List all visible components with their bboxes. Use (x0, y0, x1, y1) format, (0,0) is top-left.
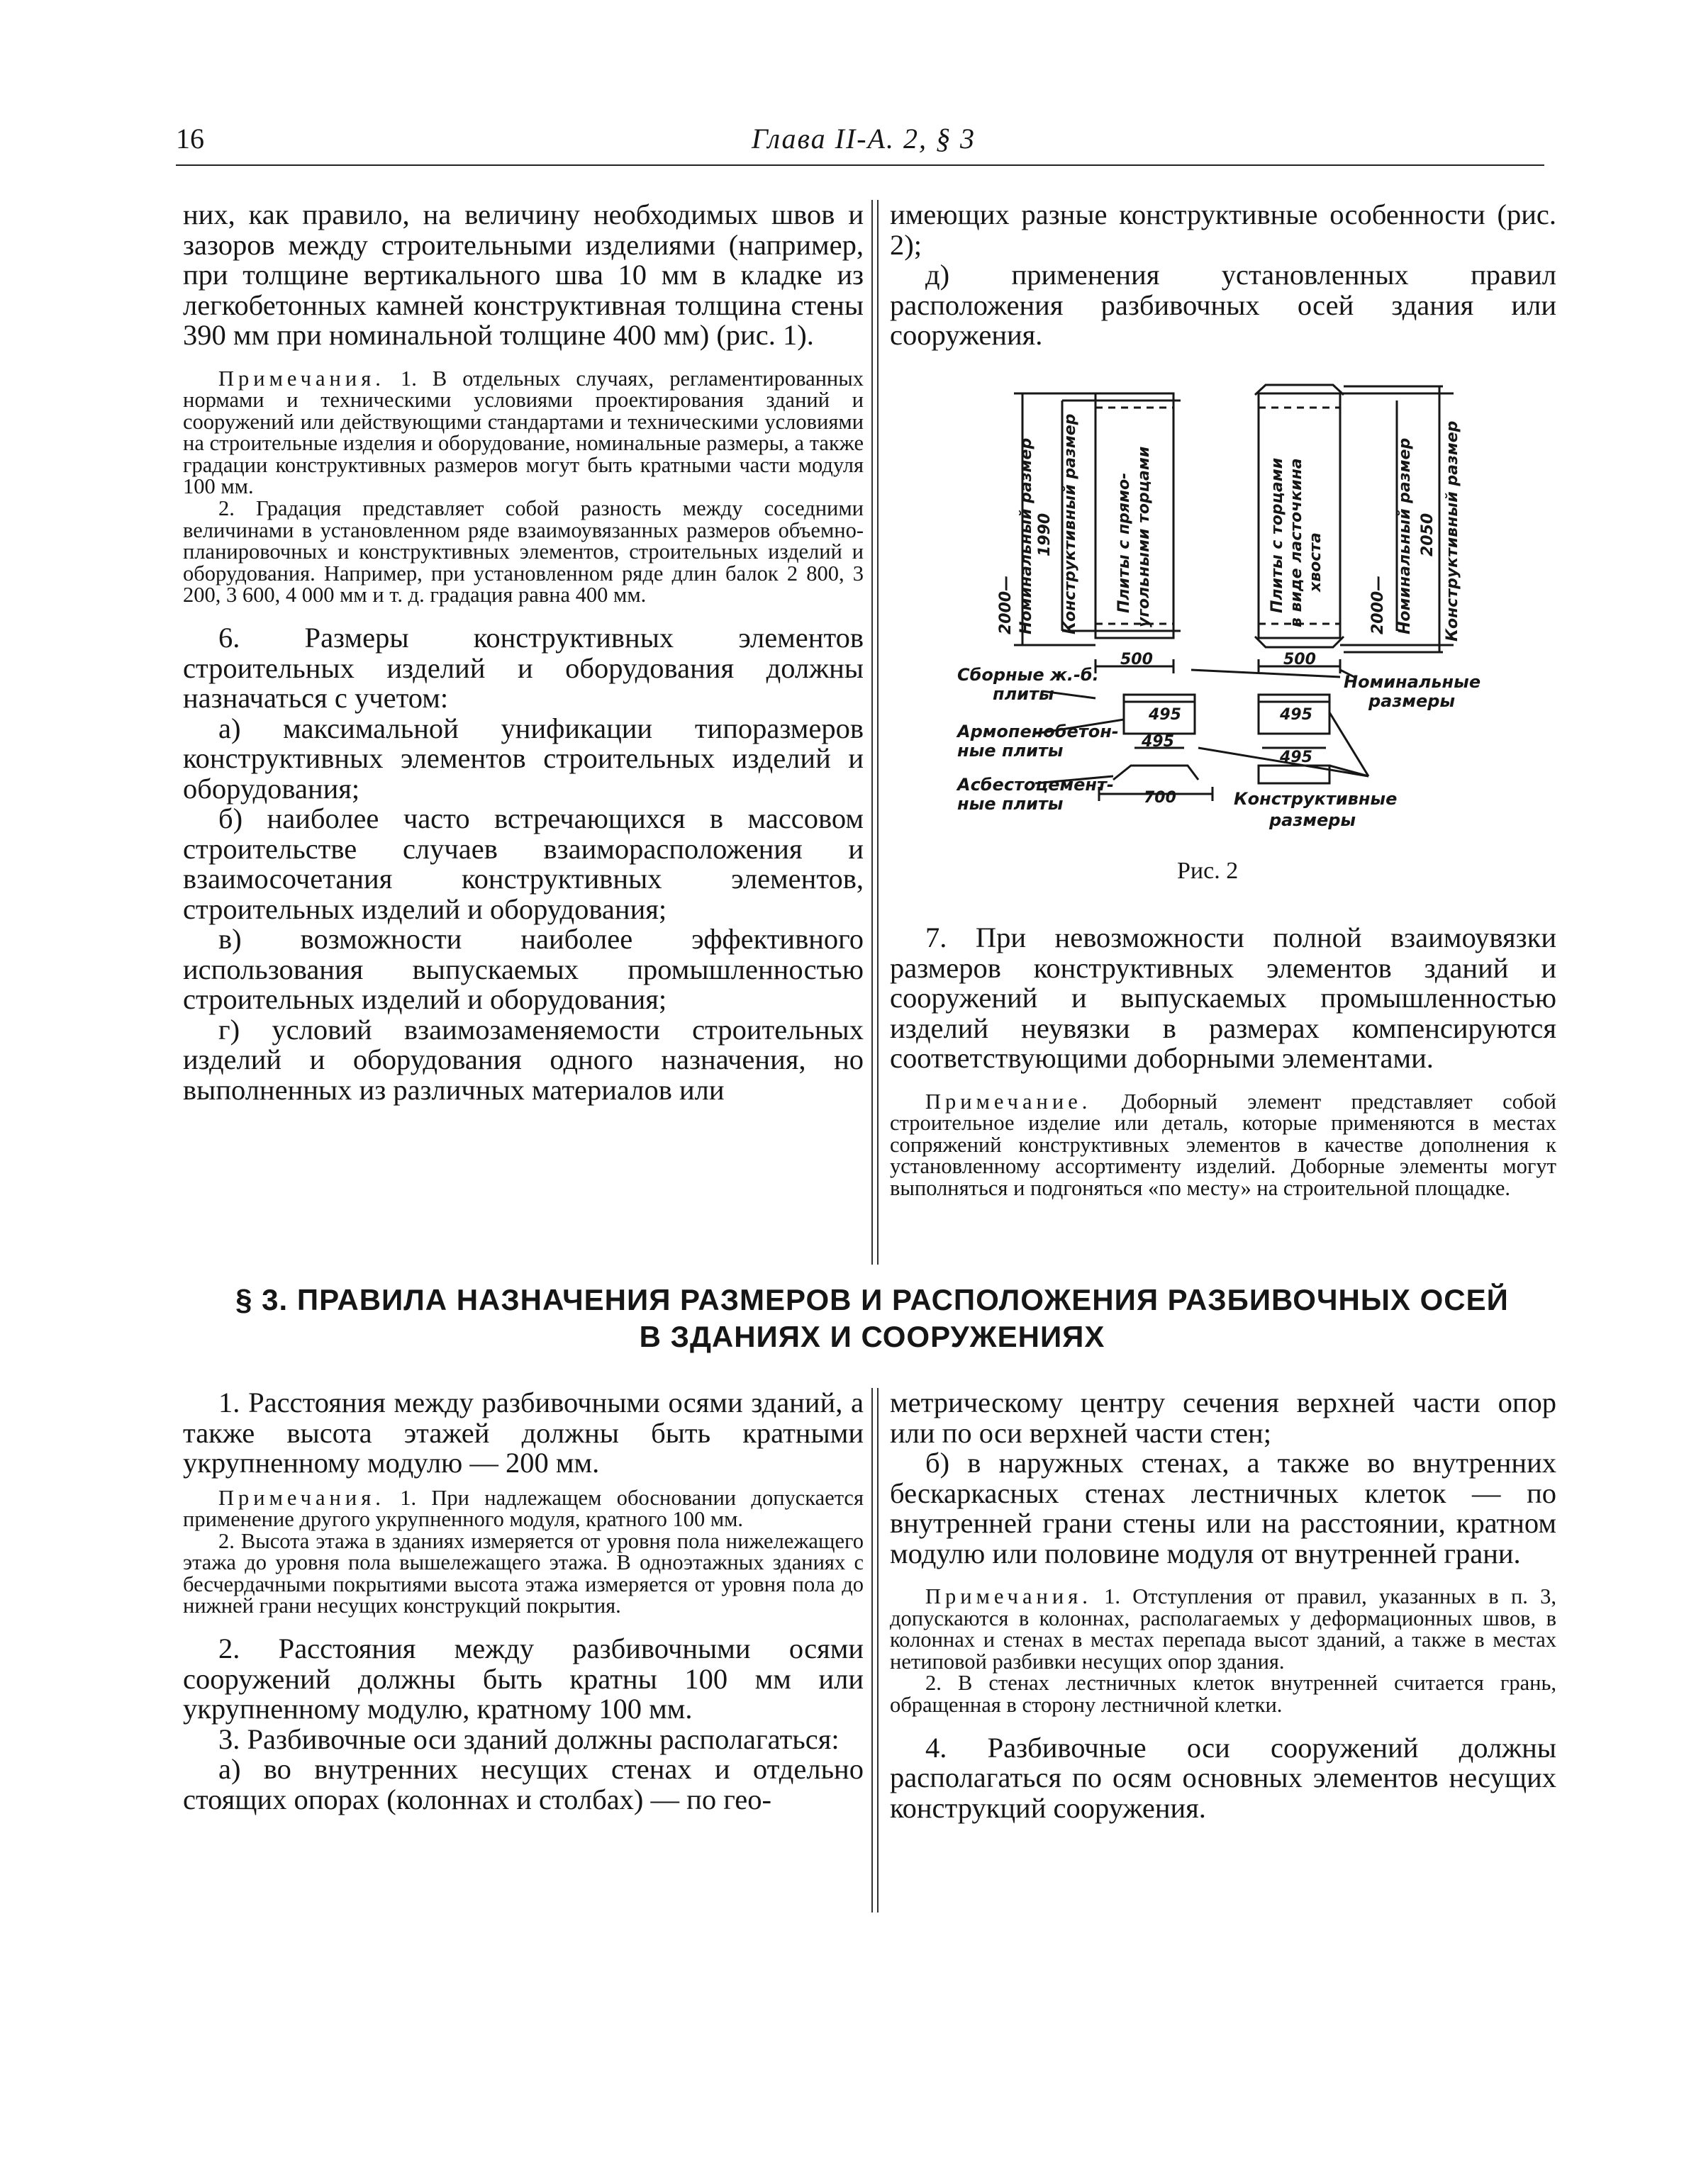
plate-rectangular-outline (1095, 393, 1173, 638)
note (890, 1586, 1556, 1672)
note-text: 1. Отступления от правил, указанных в п. 3, допускаются в колоннах, располагаемых у деформационных швов, в колоннах и стенах в местах перепада высот зданий, а также в местах нетиповой разбивки несущих опор здания. (890, 1584, 1556, 1674)
item-3b: б) в наружных стенах, а также во внутренних бескаркасных стенах лестничных клеток — по внутренней грани стены или на расстоянии, кратном модулю или половине модуля от внутренней грани. (890, 1447, 1556, 1569)
label-asbest-1: Асбестоцемент- (957, 775, 1114, 795)
note (183, 368, 864, 498)
section-title-line2: В ЗДАНИЯХ И СООРУЖЕНИЯХ (639, 1320, 1105, 1353)
left-column-top (183, 200, 864, 1105)
note (183, 1487, 864, 1530)
label-1990: 1990 (1036, 513, 1054, 556)
label-500-b: 500 (1283, 651, 1316, 668)
label-495-b: 495 (1142, 733, 1174, 751)
label-nominal-size-left: Номинальный размер (1017, 437, 1035, 634)
item-6b: б) наиболее часто встречающихся в массовом строительстве случаев взаиморасположения и взаимосочетания конструктивных элементов, строительных изделий и оборудования; (183, 802, 864, 925)
label-constructive-sizes-2: размеры (1269, 810, 1356, 830)
note: 2. Градация представляет собой разность между соседними величинами в установленном ряде взаимоувязанных размеров объемно-планировочных и конструктивных элементов, строительных изделий и оборудования. Например, при установленном ряде длин балок 2 800, 3 200, 3 600, 4 000 мм и т. д. градация равна 400 мм. (183, 496, 864, 607)
note (890, 1091, 1556, 1199)
section-title (206, 1282, 1539, 1355)
label-700: 700 (1144, 789, 1176, 807)
paragraph: метрическому центру сечения верхней части опор или по оси верхней части стен; (890, 1387, 1556, 1449)
label-2000-left: 2000— (997, 575, 1015, 634)
label-2050: 2050 (1419, 513, 1437, 556)
label-plates-rect-1: Плиты с прямо- (1115, 472, 1133, 613)
label-precast-2: плиты (993, 684, 1054, 704)
notes-heading: Примечания. (218, 366, 385, 391)
label-armo-2: ные плиты (957, 741, 1064, 761)
figure-caption: Рис. 2 (1177, 858, 1239, 884)
label-asbest-2: ные плиты (957, 794, 1064, 814)
label-plates-tail-2: в виде ласточкина (1288, 458, 1305, 627)
note: 2. В стенах лестничных клеток внутренней считается грань, обращенная в сторону лестничной клетки. (890, 1671, 1556, 1717)
column-divider (871, 1388, 873, 1913)
note-text: 1. В отдельных случаях, регламентированных нормами и техническими условиями проектирования зданий и сооружений или действующими стандартами и техническими условиями на строительные изделия и оборудование, номинальные размеры, а также градации конструктивных размеров могут быть кратными части модуля 100 мм. (183, 366, 864, 499)
paragraph: имеющих разные конструктивные особенности (рис. 2); (890, 198, 1556, 261)
right-column-top (890, 200, 1556, 351)
column-divider (877, 200, 879, 1265)
running-title: Глава II-А. 2, § 3 (752, 123, 976, 155)
item-6: 6. Размеры конструктивных элементов строительных изделий и оборудования должны назначаться с учетом: (183, 622, 864, 715)
item-4: 4. Разбивочные оси сооружений должны располагаться по осям основных элементов несущих конструкций сооружения. (890, 1731, 1556, 1824)
page-number: 16 (176, 123, 204, 155)
item-6d: г) условий взаимозаменяемости строительных изделий и оборудования одного назначения, но выполненных из различных материалов или (183, 1013, 864, 1106)
left-column-bottom (183, 1388, 864, 1815)
item-3a: а) во внутренних несущих стенах и отдельно стоящих опорах (колоннах и столбах) — по гео- (183, 1753, 864, 1815)
item-6a: а) максимальной унификации типоразмеров конструктивных элементов строительных изделий и оборудования; (183, 712, 864, 805)
paragraph: них, как правило, на величину необходимых швов и зазоров между строительными изделиями (например, при толщине вертикального шва 10 мм в кладке из легкобетонных камней конструктивная толщина стены 390 мм при номинальной толщине 400 мм) (рис. 1). (183, 198, 864, 351)
label-495-d: 495 (1280, 749, 1312, 766)
item-6c: в) возможности наиболее эффективного использования выпускаемых промышленностью строительных изделий и оборудования; (183, 923, 864, 1016)
label-nominal-sizes-2: размеры (1368, 691, 1456, 711)
label-495-c: 495 (1280, 706, 1312, 724)
label-500-a: 500 (1120, 651, 1153, 668)
label-plates-tail-1: Плиты с торцами (1268, 457, 1286, 613)
figure-2-diagram (943, 379, 1524, 890)
label-495-a: 495 (1149, 706, 1181, 724)
note: 2. Высота этажа в зданиях измеряется от уровня пола нижележащего этажа до уровня пола вышележащего этажа. В одноэтажных зданиях с бесчердачными покрытиями высота этажа измеряется от уровня пола до нижней грани несущих конструкций покрытия. (183, 1528, 864, 1618)
note-heading: Примечание. (925, 1089, 1092, 1114)
header-rule (176, 164, 1544, 166)
label-nominal-sizes-1: Номинальные (1344, 672, 1481, 692)
item-3: 3. Разбивочные оси зданий должны располагаться: (218, 1723, 840, 1755)
item-2: 2. Расстояния между разбивочными осями сооружений должны быть кратны 100 мм или укрупненному модулю, кратному 100 мм. (183, 1633, 864, 1725)
section-title-line1: § 3. ПРАВИЛА НАЗНАЧЕНИЯ РАЗМЕРОВ И РАСПОЛОЖЕНИЯ РАЗБИВОЧНЫХ ОСЕЙ (235, 1283, 1509, 1316)
notes-heading: Примечания. (218, 1485, 385, 1510)
label-plates-tail-3: хвоста (1307, 532, 1325, 592)
note-text: 1. При надлежащем обосновании допускается применение другого укрупненного модуля, кратного 100 мм. (183, 1485, 864, 1532)
item-d: д) применения установленных правил расположения разбивочных осей здания или сооружения. (890, 259, 1556, 351)
notes-heading: Примечания. (925, 1584, 1092, 1608)
label-armo-1: Армопенобетон- (957, 722, 1119, 741)
label-constructive-sizes-1: Конструктивные (1234, 789, 1398, 809)
label-2000-right: 2000— (1369, 575, 1387, 634)
column-divider (877, 1388, 879, 1913)
right-column-bottom (890, 1388, 1556, 1823)
label-plates-rect-2: угольными торцами (1135, 446, 1153, 627)
column-divider (871, 200, 873, 1265)
label-constructive-size-right: Конструктивный размер (1444, 420, 1461, 642)
item-7: 7. При невозможности полной взаимоувязки размеров конструктивных элементов зданий и сооружений и выпускаемых промышленностью изделий неувязки в размерах компенсируются соответствующими доборными элементами. (890, 922, 1556, 1074)
item-1: 1. Расстояния между разбивочными осями зданий, а также высота этажей должны быть кратными укрупненному модулю — 200 мм. (183, 1387, 864, 1479)
note-text: Доборный элемент представляет собой строительное изделие или деталь, которые применяются в местах сопряжений конструктивных элементов в качестве дополнения к установленному ассортименту изделий. Доборные элементы могут выполняться и подгоняться «по месту» на строительной площадке. (890, 1089, 1556, 1200)
label-precast-1: Сборные ж.-б. (957, 665, 1099, 685)
label-nominal-size-right: Номинальный размер (1396, 437, 1414, 634)
label-constructive-size-left: Конструктивный размер (1061, 413, 1079, 634)
right-column-top-lower (890, 923, 1556, 1199)
